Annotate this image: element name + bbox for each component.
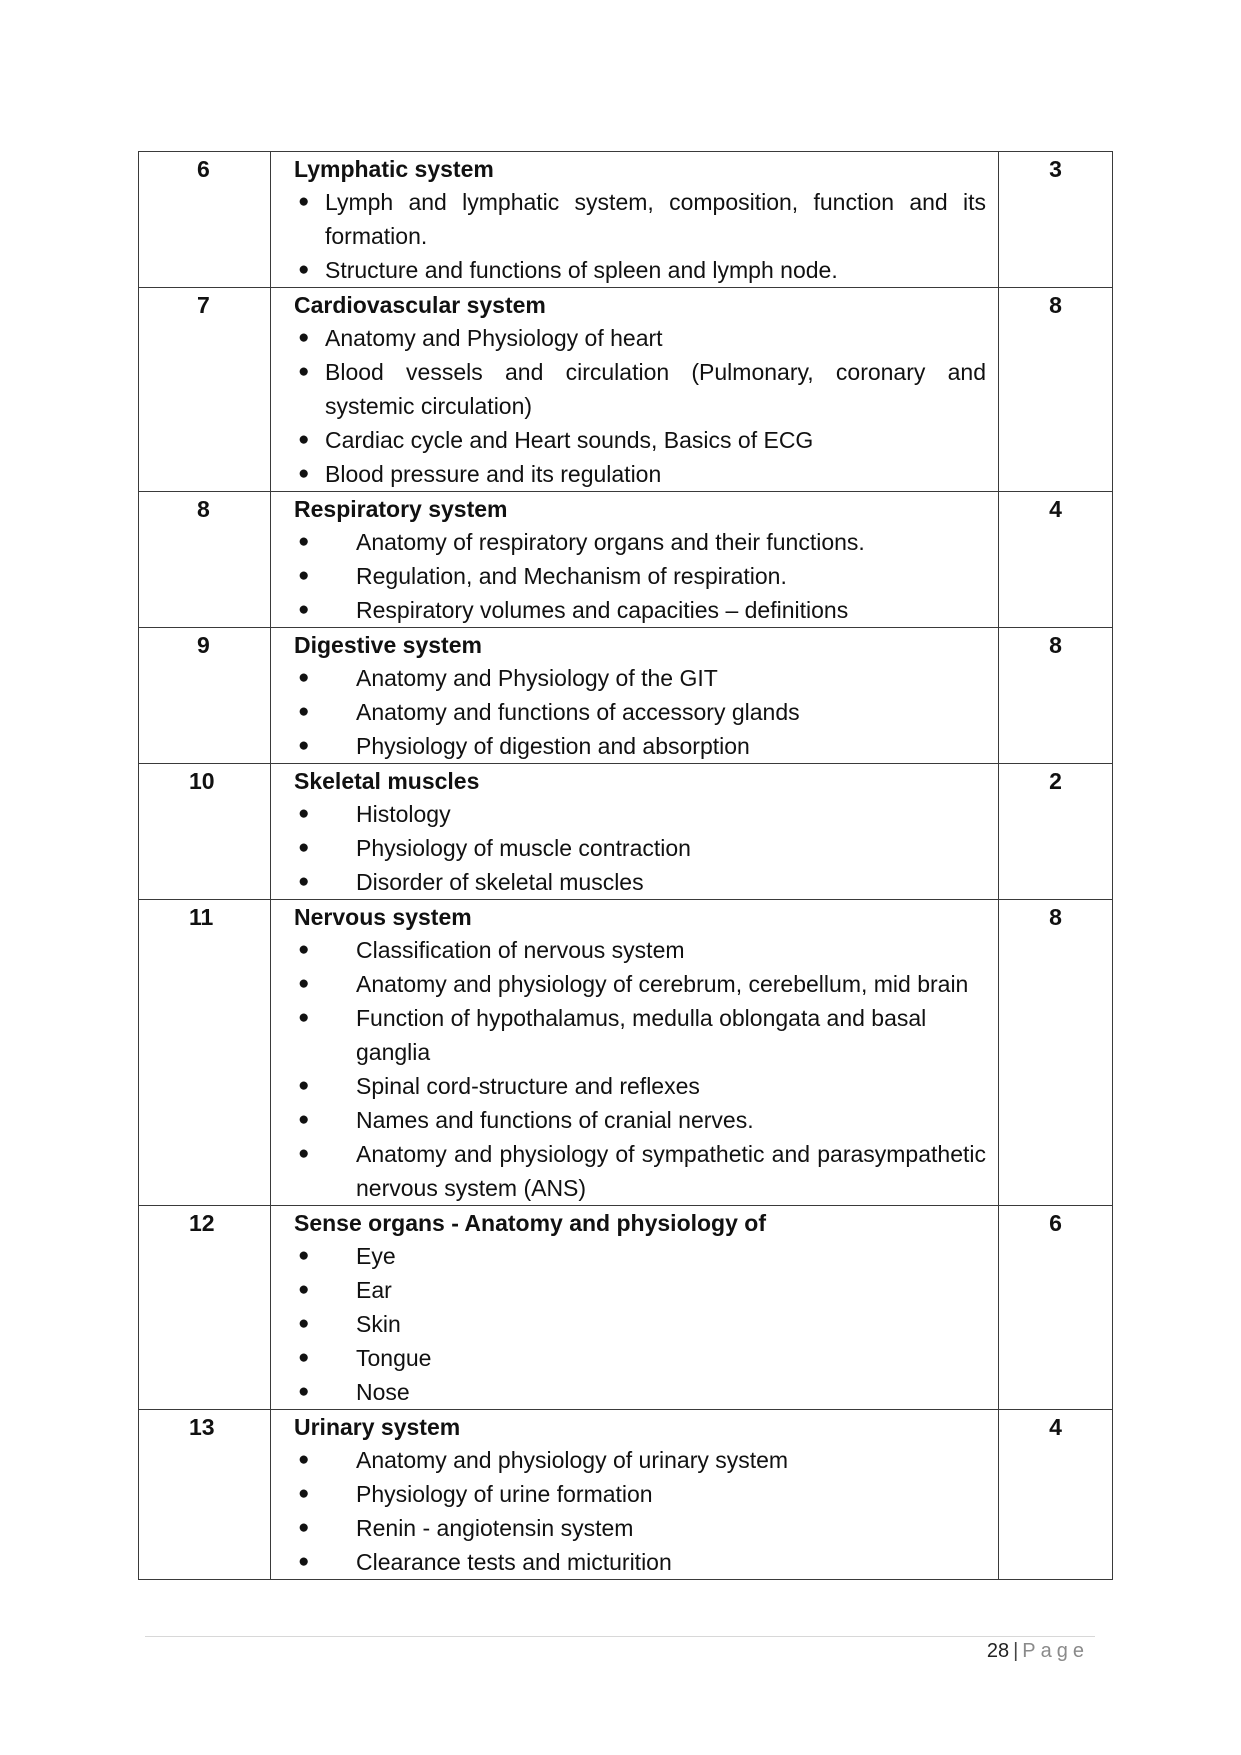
footer-separator: | [1013,1640,1019,1662]
list-item [294,1137,986,1205]
topic-list [294,321,986,491]
unit-number: 11 [139,900,271,1206]
list-item [294,559,986,593]
unit-number: 10 [139,764,271,900]
topic-list [294,1443,986,1579]
bullet-icon: ● [298,191,310,212]
topic-list [294,661,986,763]
list-item-text: Names and functions of cranial nerves. [356,1107,754,1133]
topic-list [294,1239,986,1409]
bullet-icon: ● [298,327,310,348]
bullet-icon: ● [298,735,310,756]
unit-number: 7 [139,288,271,492]
list-item [294,1443,986,1477]
unit-topic: Sense organs - Anatomy and physiology of [294,1210,766,1236]
list-item-text: Blood pressure and its regulation [325,461,662,487]
page-label: Page [1022,1640,1089,1662]
table-row [139,152,1113,288]
table-row [139,1206,1113,1410]
list-item [294,933,986,967]
unit-number: 12 [139,1206,271,1410]
bullet-icon: ● [298,1007,310,1028]
unit-hours: 8 [999,628,1113,764]
unit-content [271,492,999,628]
list-item-text: Tongue [356,1345,432,1371]
list-item [294,797,986,831]
list-item-text: Anatomy of respiratory organs and their functions. [356,529,865,555]
list-item [294,729,986,763]
list-item-text: Regulation, and Mechanism of respiration. [356,563,787,589]
list-item [294,661,986,695]
page-footer [987,1640,1089,1663]
unit-topic: Skeletal muscles [294,768,480,794]
list-item-text: Physiology of urine formation [356,1481,653,1507]
list-item [294,831,986,865]
bullet-icon: ● [298,939,310,960]
bullet-icon: ● [298,531,310,552]
topic-list [294,933,986,1205]
table-row [139,764,1113,900]
page-number: 28 [986,1640,1010,1662]
unit-content [271,628,999,764]
list-item-text: Ear [356,1277,392,1303]
list-item [294,865,986,899]
topic-list [294,185,986,287]
list-item-text: Blood vessels and circulation (Pulmonary, coronary and systemic circulation) [325,359,986,419]
list-item-text: Function of hypothalamus, medulla oblongata and basal ganglia [356,1005,927,1065]
list-item [294,695,986,729]
list-item-text: Disorder of skeletal muscles [356,869,644,895]
syllabus-table [138,151,1113,1580]
list-item-text: Cardiac cycle and Heart sounds, Basics of ECG [325,427,814,453]
list-item-text: Skin [356,1311,401,1337]
unit-topic: Respiratory system [294,496,508,522]
list-item-text: Renin - angiotensin system [356,1515,634,1541]
list-item-text: Eye [356,1243,396,1269]
bullet-icon: ● [298,1109,310,1130]
list-item-text: Anatomy and physiology of cerebrum, cerebellum, mid brain [356,971,969,997]
list-item [294,1069,986,1103]
bullet-icon: ● [298,1517,310,1538]
topic-list [294,797,986,899]
list-item [294,1375,986,1409]
bullet-icon: ● [298,1313,310,1334]
unit-content [271,900,999,1206]
list-item [294,253,986,287]
bullet-icon: ● [298,973,310,994]
bullet-icon: ● [298,259,310,280]
list-item-text: Histology [356,801,451,827]
bullet-icon: ● [298,837,310,858]
list-item [294,1511,986,1545]
unit-hours: 6 [999,1206,1113,1410]
list-item-text: Classification of nervous system [356,937,685,963]
bullet-icon: ● [298,1143,310,1164]
bullet-icon: ● [298,1381,310,1402]
list-item [294,1307,986,1341]
bullet-icon: ● [298,463,310,484]
list-item [294,1239,986,1273]
unit-hours: 2 [999,764,1113,900]
list-item-text: Anatomy and physiology of urinary system [356,1447,789,1473]
bullet-icon: ● [298,1347,310,1368]
unit-content [271,152,999,288]
bullet-icon: ● [298,667,310,688]
list-item-text: Physiology of digestion and absorption [356,733,750,759]
bullet-icon: ● [298,701,310,722]
table-row [139,900,1113,1206]
list-item [294,1001,986,1069]
unit-topic: Urinary system [294,1414,461,1440]
unit-hours: 8 [999,288,1113,492]
list-item [294,1273,986,1307]
unit-number: 6 [139,152,271,288]
bullet-icon: ● [298,1551,310,1572]
table-row [139,492,1113,628]
list-item [294,1477,986,1511]
unit-content [271,1410,999,1580]
table-row [139,288,1113,492]
list-item [294,1341,986,1375]
bullet-icon: ● [298,599,310,620]
list-item-text: Anatomy and Physiology of heart [325,325,663,351]
list-item-text: Anatomy and physiology of sympathetic and parasympathetic nervous system (ANS) [356,1141,986,1201]
list-item [294,423,986,457]
list-item [294,967,986,1001]
list-item [294,321,986,355]
list-item-text: Lymph and lymphatic system, composition, function and its formation. [325,189,986,249]
unit-topic: Nervous system [294,904,472,930]
unit-number: 9 [139,628,271,764]
list-item [294,1545,986,1579]
unit-content [271,1206,999,1410]
unit-hours: 4 [999,492,1113,628]
unit-number: 8 [139,492,271,628]
bullet-icon: ● [298,803,310,824]
unit-content [271,288,999,492]
unit-number: 13 [139,1410,271,1580]
bullet-icon: ● [298,565,310,586]
list-item-text: Spinal cord-structure and reflexes [356,1073,700,1099]
list-item-text: Physiology of muscle contraction [356,835,691,861]
footer-rule [145,1636,1095,1637]
table-row [139,1410,1113,1580]
list-item-text: Structure and functions of spleen and lymph node. [325,257,838,283]
unit-hours: 4 [999,1410,1113,1580]
unit-hours: 3 [999,152,1113,288]
list-item [294,1103,986,1137]
unit-topic: Digestive system [294,632,482,658]
bullet-icon: ● [298,429,310,450]
unit-topic: Lymphatic system [294,156,494,182]
list-item [294,457,986,491]
bullet-icon: ● [298,1245,310,1266]
bullet-icon: ● [298,1449,310,1470]
list-item-text: Clearance tests and micturition [356,1549,672,1575]
unit-content [271,764,999,900]
list-item-text: Anatomy and Physiology of the GIT [356,665,718,691]
topic-list [294,525,986,627]
list-item [294,593,986,627]
unit-topic: Cardiovascular system [294,292,546,318]
bullet-icon: ● [298,871,310,892]
unit-hours: 8 [999,900,1113,1206]
list-item [294,355,986,423]
bullet-icon: ● [298,1279,310,1300]
table-row [139,628,1113,764]
bullet-icon: ● [298,361,310,382]
list-item-text: Respiratory volumes and capacities – definitions [356,597,849,623]
bullet-icon: ● [298,1483,310,1504]
list-item [294,525,986,559]
bullet-icon: ● [298,1075,310,1096]
list-item-text: Anatomy and functions of accessory glands [356,699,800,725]
list-item [294,185,986,253]
list-item-text: Nose [356,1379,410,1405]
